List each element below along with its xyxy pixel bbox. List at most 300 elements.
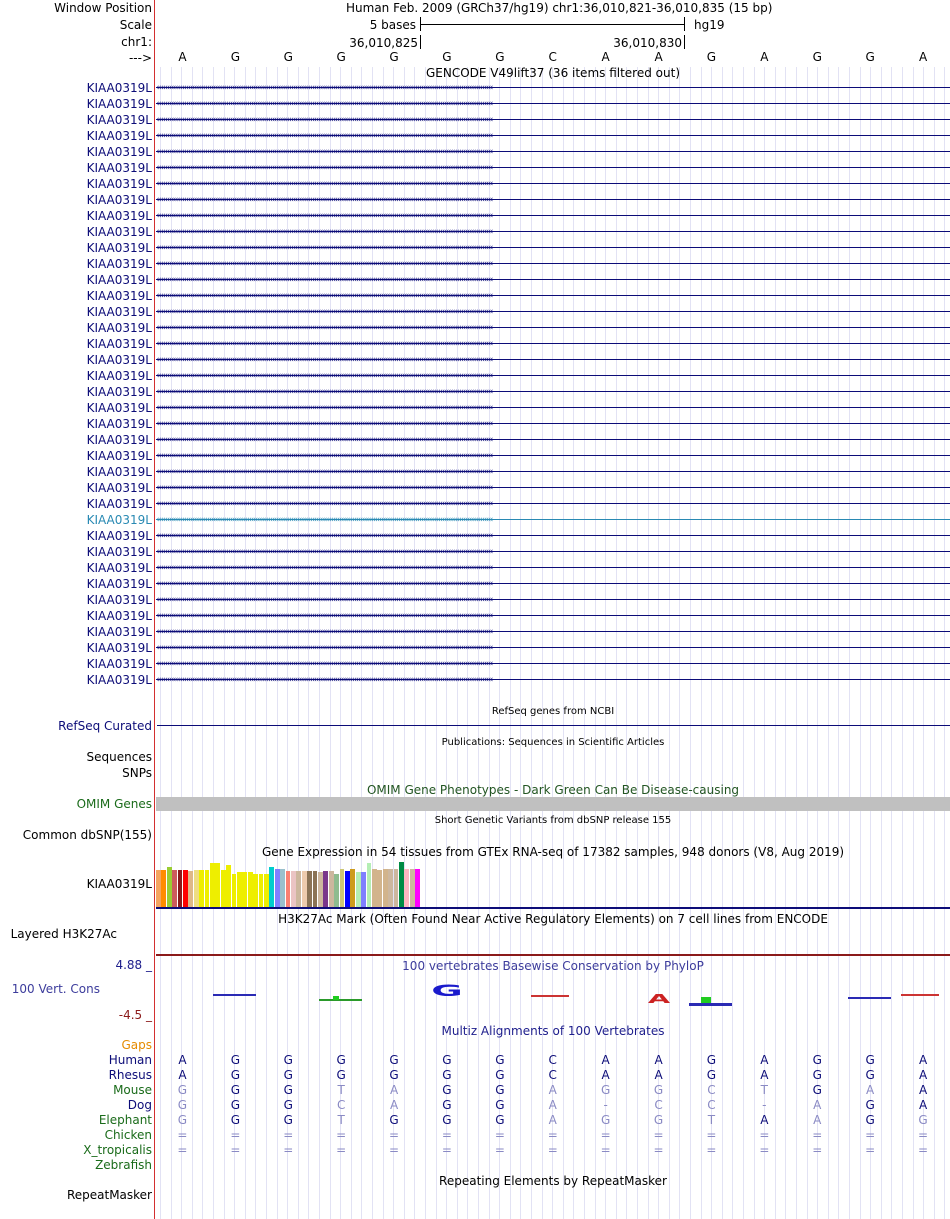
gencode-gene-label[interactable]: KIAA0319L	[86, 241, 152, 255]
strand-arrows-icon: ‹‹‹‹‹‹‹‹‹‹‹‹‹‹‹‹‹‹‹‹‹‹‹‹‹‹‹‹‹‹‹‹‹‹‹‹‹‹‹‹‹‹‹‹‹‹‹‹‹‹‹‹‹‹‹‹‹‹‹‹‹‹‹‹‹‹‹‹‹‹‹‹‹‹‹‹‹‹‹‹‹‹‹‹‹‹‹‹‹‹‹‹‹‹‹‹‹‹‹‹‹‹‹‹‹‹‹‹‹‹‹‹‹‹‹‹‹‹‹‹‹‹‹‹‹‹‹‹‹‹‹‹‹‹‹‹‹‹‹‹‹‹‹‹‹‹‹‹‹‹‹‹‹‹‹‹‹‹‹‹	[156, 531, 492, 541]
refseq-gene-line[interactable]	[157, 725, 950, 726]
gtex-tissue-bar[interactable]	[199, 870, 204, 907]
aligned-base: T	[337, 1083, 345, 1097]
gtex-tissue-bar[interactable]	[178, 870, 183, 907]
gtex-tissue-bar[interactable]	[291, 871, 296, 907]
cons-min-label: -4.5 _	[118, 1008, 152, 1022]
gencode-gene-label[interactable]: KIAA0319L	[86, 337, 152, 351]
sequence-base: A	[918, 50, 928, 64]
aligned-base: =	[389, 1128, 400, 1142]
aligned-base: G	[653, 1113, 664, 1127]
strand-arrows-icon: ‹‹‹‹‹‹‹‹‹‹‹‹‹‹‹‹‹‹‹‹‹‹‹‹‹‹‹‹‹‹‹‹‹‹‹‹‹‹‹‹‹‹‹‹‹‹‹‹‹‹‹‹‹‹‹‹‹‹‹‹‹‹‹‹‹‹‹‹‹‹‹‹‹‹‹‹‹‹‹‹‹‹‹‹‹‹‹‹‹‹‹‹‹‹‹‹‹‹‹‹‹‹‹‹‹‹‹‹‹‹‹‹‹‹‹‹‹‹‹‹‹‹‹‹‹‹‹‹‹‹‹‹‹‹‹‹‹‹‹‹‹‹‹‹‹‹‹‹‹‹‹‹‹‹‹‹‹‹‹‹	[156, 227, 492, 237]
strand-arrows-icon: ‹‹‹‹‹‹‹‹‹‹‹‹‹‹‹‹‹‹‹‹‹‹‹‹‹‹‹‹‹‹‹‹‹‹‹‹‹‹‹‹‹‹‹‹‹‹‹‹‹‹‹‹‹‹‹‹‹‹‹‹‹‹‹‹‹‹‹‹‹‹‹‹‹‹‹‹‹‹‹‹‹‹‹‹‹‹‹‹‹‹‹‹‹‹‹‹‹‹‹‹‹‹‹‹‹‹‹‹‹‹‹‹‹‹‹‹‹‹‹‹‹‹‹‹‹‹‹‹‹‹‹‹‹‹‹‹‹‹‹‹‹‹‹‹‹‹‹‹‹‹‹‹‹‹‹‹‹‹‹‹	[156, 195, 492, 205]
gtex-tissue-bar[interactable]	[183, 870, 188, 907]
gencode-transcript[interactable]	[156, 465, 950, 479]
gencode-transcript[interactable]	[156, 609, 950, 623]
aligned-base: G	[283, 1113, 293, 1127]
aligned-base: G	[177, 1098, 188, 1112]
sequence-base: A	[760, 50, 769, 64]
gtex-tissue-bar[interactable]	[275, 869, 280, 907]
gtex-tissue-bar[interactable]	[307, 871, 312, 907]
species-label[interactable]: Zebrafish	[95, 1158, 152, 1172]
cons-mark	[213, 994, 256, 996]
gencode-transcript[interactable]	[156, 337, 950, 351]
sequence-base: A	[178, 50, 187, 64]
cons-track-title: 100 vertebrates Basewise Conservation by PhyloP	[402, 959, 704, 973]
aligned-base: G	[389, 1068, 399, 1082]
gencode-transcript[interactable]	[156, 593, 950, 607]
h3k27ac-baseline	[156, 954, 950, 956]
gtex-tissue-bar[interactable]	[367, 863, 372, 907]
gencode-gene-label[interactable]: KIAA0319L	[86, 529, 152, 543]
gencode-transcript[interactable]	[156, 369, 950, 383]
gencode-gene-label[interactable]: KIAA0319L	[86, 449, 152, 463]
multiz-track-title: Multiz Alignments of 100 Vertebrates	[441, 1024, 665, 1038]
gtex-tissue-bar[interactable]	[318, 872, 323, 907]
omim-track-title: OMIM Gene Phenotypes - Dark Green Can Be Disease-causing	[366, 783, 740, 797]
scale-bar	[420, 24, 684, 25]
aligned-base: A	[548, 1098, 557, 1112]
gencode-gene-label[interactable]: KIAA0319L	[86, 225, 152, 239]
aligned-base: C	[654, 1098, 663, 1112]
gencode-transcript[interactable]	[156, 513, 950, 527]
aligned-base: G	[283, 1053, 293, 1067]
gtex-tissue-bar[interactable]	[377, 870, 382, 907]
cons-max-label: 4.88 _	[115, 958, 152, 972]
strand-arrows-icon: ‹‹‹‹‹‹‹‹‹‹‹‹‹‹‹‹‹‹‹‹‹‹‹‹‹‹‹‹‹‹‹‹‹‹‹‹‹‹‹‹‹‹‹‹‹‹‹‹‹‹‹‹‹‹‹‹‹‹‹‹‹‹‹‹‹‹‹‹‹‹‹‹‹‹‹‹‹‹‹‹‹‹‹‹‹‹‹‹‹‹‹‹‹‹‹‹‹‹‹‹‹‹‹‹‹‹‹‹‹‹‹‹‹‹‹‹‹‹‹‹‹‹‹‹‹‹‹‹‹‹‹‹‹‹‹‹‹‹‹‹‹‹‹‹‹‹‹‹‹‹‹‹‹‹‹‹‹‹‹‹	[156, 147, 492, 157]
gtex-tissue-bar[interactable]	[210, 863, 215, 907]
gencode-transcript[interactable]	[156, 561, 950, 575]
gtex-tissue-bar[interactable]	[215, 863, 220, 907]
species-label[interactable]: Chicken	[104, 1128, 152, 1142]
gtex-tissue-bar[interactable]	[156, 870, 161, 907]
gencode-gene-label[interactable]: KIAA0319L	[86, 305, 152, 319]
aligned-base: G	[336, 1053, 346, 1067]
cons-mark	[901, 994, 939, 996]
gtex-tissue-bar[interactable]	[399, 862, 404, 907]
gtex-tissue-bar[interactable]	[226, 865, 231, 907]
aligned-base: G	[230, 1083, 240, 1097]
aligned-base: T	[760, 1083, 769, 1097]
aligned-base: G	[600, 1083, 611, 1097]
aligned-base: C	[336, 1098, 346, 1112]
gencode-transcript[interactable]	[156, 321, 950, 335]
strand-arrows-icon: ‹‹‹‹‹‹‹‹‹‹‹‹‹‹‹‹‹‹‹‹‹‹‹‹‹‹‹‹‹‹‹‹‹‹‹‹‹‹‹‹‹‹‹‹‹‹‹‹‹‹‹‹‹‹‹‹‹‹‹‹‹‹‹‹‹‹‹‹‹‹‹‹‹‹‹‹‹‹‹‹‹‹‹‹‹‹‹‹‹‹‹‹‹‹‹‹‹‹‹‹‹‹‹‹‹‹‹‹‹‹‹‹‹‹‹‹‹‹‹‹‹‹‹‹‹‹‹‹‹‹‹‹‹‹‹‹‹‹‹‹‹‹‹‹‹‹‹‹‹‹‹‹‹‹‹‹‹‹‹‹	[156, 563, 492, 573]
strand-arrows-icon: ‹‹‹‹‹‹‹‹‹‹‹‹‹‹‹‹‹‹‹‹‹‹‹‹‹‹‹‹‹‹‹‹‹‹‹‹‹‹‹‹‹‹‹‹‹‹‹‹‹‹‹‹‹‹‹‹‹‹‹‹‹‹‹‹‹‹‹‹‹‹‹‹‹‹‹‹‹‹‹‹‹‹‹‹‹‹‹‹‹‹‹‹‹‹‹‹‹‹‹‹‹‹‹‹‹‹‹‹‹‹‹‹‹‹‹‹‹‹‹‹‹‹‹‹‹‹‹‹‹‹‹‹‹‹‹‹‹‹‹‹‹‹‹‹‹‹‹‹‹‹‹‹‹‹‹‹‹‹‹‹	[156, 339, 492, 349]
chromosome-label: chr1:	[121, 35, 152, 49]
gencode-gene-label[interactable]: KIAA0319L	[86, 353, 152, 367]
gtex-tissue-bar[interactable]	[259, 874, 264, 907]
gencode-gene-label[interactable]: KIAA0319L	[86, 369, 152, 383]
gencode-gene-label[interactable]: KIAA0319L	[86, 161, 152, 175]
strand-arrows-icon: ‹‹‹‹‹‹‹‹‹‹‹‹‹‹‹‹‹‹‹‹‹‹‹‹‹‹‹‹‹‹‹‹‹‹‹‹‹‹‹‹‹‹‹‹‹‹‹‹‹‹‹‹‹‹‹‹‹‹‹‹‹‹‹‹‹‹‹‹‹‹‹‹‹‹‹‹‹‹‹‹‹‹‹‹‹‹‹‹‹‹‹‹‹‹‹‹‹‹‹‹‹‹‹‹‹‹‹‹‹‹‹‹‹‹‹‹‹‹‹‹‹‹‹‹‹‹‹‹‹‹‹‹‹‹‹‹‹‹‹‹‹‹‹‹‹‹‹‹‹‹‹‹‹‹‹‹‹‹‹‹	[156, 403, 492, 413]
sequence-base: G	[865, 50, 875, 64]
coordinate-tick-right	[684, 35, 685, 49]
gencode-gene-label[interactable]: KIAA0319L	[86, 97, 152, 111]
gtex-tissue-bar[interactable]	[237, 872, 242, 907]
strand-arrows-icon: ‹‹‹‹‹‹‹‹‹‹‹‹‹‹‹‹‹‹‹‹‹‹‹‹‹‹‹‹‹‹‹‹‹‹‹‹‹‹‹‹‹‹‹‹‹‹‹‹‹‹‹‹‹‹‹‹‹‹‹‹‹‹‹‹‹‹‹‹‹‹‹‹‹‹‹‹‹‹‹‹‹‹‹‹‹‹‹‹‹‹‹‹‹‹‹‹‹‹‹‹‹‹‹‹‹‹‹‹‹‹‹‹‹‹‹‹‹‹‹‹‹‹‹‹‹‹‹‹‹‹‹‹‹‹‹‹‹‹‹‹‹‹‹‹‹‹‹‹‹‹‹‹‹‹‹‹‹‹‹‹	[156, 323, 492, 333]
gtex-tissue-bar[interactable]	[248, 872, 253, 907]
gencode-transcript[interactable]	[156, 625, 950, 639]
gencode-gene-label[interactable]: KIAA0319L	[86, 481, 152, 495]
cons-logo-letter: A	[647, 992, 670, 1006]
gtex-tissue-bar[interactable]	[404, 869, 409, 907]
gencode-gene-label[interactable]: KIAA0319L	[86, 289, 152, 303]
gencode-transcript[interactable]	[156, 449, 950, 463]
aligned-base: G	[442, 1053, 452, 1067]
gtex-tissue-bar[interactable]	[232, 874, 237, 907]
gtex-tissue-bar[interactable]	[242, 872, 247, 907]
species-label[interactable]: Dog	[127, 1098, 152, 1112]
aligned-base: A	[601, 1053, 610, 1067]
aligned-base: A	[178, 1068, 187, 1082]
gencode-gene-label[interactable]: KIAA0319L	[86, 257, 152, 271]
strand-arrows-icon: ‹‹‹‹‹‹‹‹‹‹‹‹‹‹‹‹‹‹‹‹‹‹‹‹‹‹‹‹‹‹‹‹‹‹‹‹‹‹‹‹‹‹‹‹‹‹‹‹‹‹‹‹‹‹‹‹‹‹‹‹‹‹‹‹‹‹‹‹‹‹‹‹‹‹‹‹‹‹‹‹‹‹‹‹‹‹‹‹‹‹‹‹‹‹‹‹‹‹‹‹‹‹‹‹‹‹‹‹‹‹‹‹‹‹‹‹‹‹‹‹‹‹‹‹‹‹‹‹‹‹‹‹‹‹‹‹‹‹‹‹‹‹‹‹‹‹‹‹‹‹‹‹‹‹‹‹‹‹‹‹	[156, 547, 492, 557]
aligned-base: G	[865, 1098, 875, 1112]
gencode-transcript[interactable]	[156, 545, 950, 559]
aligned-base: G	[865, 1053, 875, 1067]
aligned-base: =	[706, 1128, 717, 1142]
gtex-tissue-bar[interactable]	[329, 871, 334, 907]
cons-mark	[689, 1003, 732, 1006]
sequence-base: A	[654, 50, 663, 64]
gencode-transcript[interactable]	[156, 193, 950, 207]
aligned-base: A	[918, 1068, 928, 1082]
dbsnp-track-label[interactable]: Common dbSNP(155)	[22, 828, 152, 842]
gencode-transcript[interactable]	[156, 657, 950, 671]
aligned-base: G	[283, 1098, 293, 1112]
strand-arrows-icon: ‹‹‹‹‹‹‹‹‹‹‹‹‹‹‹‹‹‹‹‹‹‹‹‹‹‹‹‹‹‹‹‹‹‹‹‹‹‹‹‹‹‹‹‹‹‹‹‹‹‹‹‹‹‹‹‹‹‹‹‹‹‹‹‹‹‹‹‹‹‹‹‹‹‹‹‹‹‹‹‹‹‹‹‹‹‹‹‹‹‹‹‹‹‹‹‹‹‹‹‹‹‹‹‹‹‹‹‹‹‹‹‹‹‹‹‹‹‹‹‹‹‹‹‹‹‹‹‹‹‹‹‹‹‹‹‹‹‹‹‹‹‹‹‹‹‹‹‹‹‹‹‹‹‹‹‹‹‹‹‹	[156, 179, 492, 189]
aligned-base: A	[760, 1068, 769, 1082]
gencode-gene-label[interactable]: KIAA0319L	[86, 513, 152, 527]
aligned-base: G	[230, 1113, 240, 1127]
strand-arrows-icon: ‹‹‹‹‹‹‹‹‹‹‹‹‹‹‹‹‹‹‹‹‹‹‹‹‹‹‹‹‹‹‹‹‹‹‹‹‹‹‹‹‹‹‹‹‹‹‹‹‹‹‹‹‹‹‹‹‹‹‹‹‹‹‹‹‹‹‹‹‹‹‹‹‹‹‹‹‹‹‹‹‹‹‹‹‹‹‹‹‹‹‹‹‹‹‹‹‹‹‹‹‹‹‹‹‹‹‹‹‹‹‹‹‹‹‹‹‹‹‹‹‹‹‹‹‹‹‹‹‹‹‹‹‹‹‹‹‹‹‹‹‹‹‹‹‹‹‹‹‹‹‹‹‹‹‹‹‹‹‹‹	[156, 675, 492, 685]
scale-label: Scale	[119, 18, 152, 32]
multiz-gaps-label[interactable]: Gaps	[121, 1038, 152, 1052]
strand-arrows-icon: ‹‹‹‹‹‹‹‹‹‹‹‹‹‹‹‹‹‹‹‹‹‹‹‹‹‹‹‹‹‹‹‹‹‹‹‹‹‹‹‹‹‹‹‹‹‹‹‹‹‹‹‹‹‹‹‹‹‹‹‹‹‹‹‹‹‹‹‹‹‹‹‹‹‹‹‹‹‹‹‹‹‹‹‹‹‹‹‹‹‹‹‹‹‹‹‹‹‹‹‹‹‹‹‹‹‹‹‹‹‹‹‹‹‹‹‹‹‹‹‹‹‹‹‹‹‹‹‹‹‹‹‹‹‹‹‹‹‹‹‹‹‹‹‹‹‹‹‹‹‹‹‹‹‹‹‹‹‹‹‹	[156, 515, 492, 525]
sequence-base: A	[601, 50, 610, 64]
publications-snps-label[interactable]: SNPs	[122, 766, 152, 780]
gtex-tissue-bar[interactable]	[302, 871, 307, 907]
gencode-transcript[interactable]	[156, 225, 950, 239]
gencode-gene-label[interactable]: KIAA0319L	[86, 417, 152, 431]
gencode-transcript[interactable]	[156, 497, 950, 511]
gencode-transcript[interactable]	[156, 129, 950, 143]
aligned-base: =	[494, 1143, 505, 1157]
gencode-gene-label[interactable]: KIAA0319L	[86, 497, 152, 511]
refseq-track-label[interactable]: RefSeq Curated	[58, 719, 152, 733]
gencode-gene-label[interactable]: KIAA0319L	[86, 209, 152, 223]
h3k27ac-track-title: H3K27Ac Mark (Often Found Near Active Regulatory Elements) on 7 cell lines from ENCODE	[278, 912, 828, 926]
gencode-transcript[interactable]	[156, 145, 950, 159]
gtex-tissue-bar[interactable]	[280, 869, 285, 907]
aligned-base: =	[600, 1128, 611, 1142]
sequence-base: C	[548, 50, 557, 64]
gtex-tissue-bar[interactable]	[383, 869, 388, 907]
gencode-transcript[interactable]	[156, 417, 950, 431]
gtex-tissue-bar[interactable]	[415, 869, 420, 907]
aligned-base: G	[442, 1098, 452, 1112]
aligned-base: =	[759, 1143, 770, 1157]
gencode-transcript[interactable]	[156, 305, 950, 319]
aligned-base: =	[865, 1143, 876, 1157]
aligned-base: G	[177, 1113, 188, 1127]
aligned-base: =	[230, 1128, 241, 1142]
gencode-transcript[interactable]	[156, 433, 950, 447]
gtex-tissue-bar[interactable]	[253, 874, 258, 907]
gtex-tissue-bar[interactable]	[296, 871, 301, 907]
gencode-gene-label[interactable]: KIAA0319L	[86, 129, 152, 143]
gencode-gene-label[interactable]: KIAA0319L	[86, 577, 152, 591]
aligned-base: G	[336, 1068, 346, 1082]
sequence-base: G	[812, 50, 822, 64]
aligned-base: G	[495, 1068, 505, 1082]
gencode-gene-label[interactable]: KIAA0319L	[86, 433, 152, 447]
cons-mark	[333, 996, 339, 1000]
gtex-tissue-bar[interactable]	[269, 867, 274, 907]
aligned-base: A	[813, 1113, 822, 1127]
strand-arrows-icon: ‹‹‹‹‹‹‹‹‹‹‹‹‹‹‹‹‹‹‹‹‹‹‹‹‹‹‹‹‹‹‹‹‹‹‹‹‹‹‹‹‹‹‹‹‹‹‹‹‹‹‹‹‹‹‹‹‹‹‹‹‹‹‹‹‹‹‹‹‹‹‹‹‹‹‹‹‹‹‹‹‹‹‹‹‹‹‹‹‹‹‹‹‹‹‹‹‹‹‹‹‹‹‹‹‹‹‹‹‹‹‹‹‹‹‹‹‹‹‹‹‹‹‹‹‹‹‹‹‹‹‹‹‹‹‹‹‹‹‹‹‹‹‹‹‹‹‹‹‹‹‹‹‹‹‹‹‹‹‹‹	[156, 595, 492, 605]
aligned-base: G	[865, 1068, 875, 1082]
aligned-base: G	[177, 1083, 188, 1097]
aligned-base: G	[230, 1068, 240, 1082]
coordinate-right: 36,010,830	[613, 36, 682, 50]
omim-gene-bar[interactable]	[156, 797, 950, 811]
aligned-base: G	[812, 1068, 822, 1082]
species-label[interactable]: Rhesus	[108, 1068, 152, 1082]
strand-arrows-icon: ‹‹‹‹‹‹‹‹‹‹‹‹‹‹‹‹‹‹‹‹‹‹‹‹‹‹‹‹‹‹‹‹‹‹‹‹‹‹‹‹‹‹‹‹‹‹‹‹‹‹‹‹‹‹‹‹‹‹‹‹‹‹‹‹‹‹‹‹‹‹‹‹‹‹‹‹‹‹‹‹‹‹‹‹‹‹‹‹‹‹‹‹‹‹‹‹‹‹‹‹‹‹‹‹‹‹‹‹‹‹‹‹‹‹‹‹‹‹‹‹‹‹‹‹‹‹‹‹‹‹‹‹‹‹‹‹‹‹‹‹‹‹‹‹‹‹‹‹‹‹‹‹‹‹‹‹‹‹‹‹	[156, 99, 492, 109]
aligned-base: G	[442, 1068, 452, 1082]
gtex-tissue-bar[interactable]	[167, 867, 172, 907]
strand-arrows-icon: ‹‹‹‹‹‹‹‹‹‹‹‹‹‹‹‹‹‹‹‹‹‹‹‹‹‹‹‹‹‹‹‹‹‹‹‹‹‹‹‹‹‹‹‹‹‹‹‹‹‹‹‹‹‹‹‹‹‹‹‹‹‹‹‹‹‹‹‹‹‹‹‹‹‹‹‹‹‹‹‹‹‹‹‹‹‹‹‹‹‹‹‹‹‹‹‹‹‹‹‹‹‹‹‹‹‹‹‹‹‹‹‹‹‹‹‹‹‹‹‹‹‹‹‹‹‹‹‹‹‹‹‹‹‹‹‹‹‹‹‹‹‹‹‹‹‹‹‹‹‹‹‹‹‹‹‹‹‹‹‹	[156, 211, 492, 221]
aligned-base: =	[865, 1128, 876, 1142]
sequence-base: G	[706, 50, 717, 64]
aligned-base: G	[812, 1053, 822, 1067]
gtex-tissue-bar[interactable]	[350, 869, 355, 907]
gencode-transcript[interactable]	[156, 673, 950, 687]
aligned-base: G	[706, 1053, 717, 1067]
aligned-base: T	[707, 1113, 716, 1127]
gtex-tissue-bar[interactable]	[394, 869, 399, 907]
aligned-base: =	[283, 1128, 294, 1142]
gencode-gene-label[interactable]: KIAA0319L	[86, 193, 152, 207]
sequence-base: G	[495, 50, 505, 64]
cons-mark	[531, 995, 569, 997]
aligned-base: G	[495, 1098, 505, 1112]
gencode-transcript[interactable]	[156, 209, 950, 223]
gencode-gene-label[interactable]: KIAA0319L	[86, 593, 152, 607]
gtex-tissue-bar[interactable]	[361, 872, 366, 907]
aligned-base: G	[283, 1083, 293, 1097]
aligned-base: A	[866, 1083, 875, 1097]
strand-arrows-icon: ‹‹‹‹‹‹‹‹‹‹‹‹‹‹‹‹‹‹‹‹‹‹‹‹‹‹‹‹‹‹‹‹‹‹‹‹‹‹‹‹‹‹‹‹‹‹‹‹‹‹‹‹‹‹‹‹‹‹‹‹‹‹‹‹‹‹‹‹‹‹‹‹‹‹‹‹‹‹‹‹‹‹‹‹‹‹‹‹‹‹‹‹‹‹‹‹‹‹‹‹‹‹‹‹‹‹‹‹‹‹‹‹‹‹‹‹‹‹‹‹‹‹‹‹‹‹‹‹‹‹‹‹‹‹‹‹‹‹‹‹‹‹‹‹‹‹‹‹‹‹‹‹‹‹‹‹‹‹‹‹	[156, 659, 492, 669]
gencode-gene-label[interactable]: KIAA0319L	[86, 625, 152, 639]
gtex-tissue-bar[interactable]	[188, 871, 193, 907]
cons-mark	[701, 997, 711, 1003]
gencode-transcript[interactable]	[156, 113, 950, 127]
gtex-tissue-bar[interactable]	[286, 871, 291, 907]
repeatmasker-track-title: Repeating Elements by RepeatMasker	[439, 1174, 667, 1188]
gencode-transcript[interactable]	[156, 529, 950, 543]
strand-arrows-icon: ‹‹‹‹‹‹‹‹‹‹‹‹‹‹‹‹‹‹‹‹‹‹‹‹‹‹‹‹‹‹‹‹‹‹‹‹‹‹‹‹‹‹‹‹‹‹‹‹‹‹‹‹‹‹‹‹‹‹‹‹‹‹‹‹‹‹‹‹‹‹‹‹‹‹‹‹‹‹‹‹‹‹‹‹‹‹‹‹‹‹‹‹‹‹‹‹‹‹‹‹‹‹‹‹‹‹‹‹‹‹‹‹‹‹‹‹‹‹‹‹‹‹‹‹‹‹‹‹‹‹‹‹‹‹‹‹‹‹‹‹‹‹‹‹‹‹‹‹‹‹‹‹‹‹‹‹‹‹‹‹	[156, 467, 492, 477]
gtex-track-label[interactable]: KIAA0319L	[86, 877, 152, 891]
gencode-gene-label[interactable]: KIAA0319L	[86, 321, 152, 335]
gencode-transcript[interactable]	[156, 257, 950, 271]
window-position-label: Window Position	[54, 1, 152, 15]
refseq-track-title: RefSeq genes from NCBI	[491, 706, 615, 717]
repeatmasker-track-label[interactable]: RepeatMasker	[66, 1188, 152, 1202]
aligned-base: G	[230, 1053, 240, 1067]
gtex-track-title: Gene Expression in 54 tissues from GTEx RNA-seq of 17382 samples, 948 donors (V8, Aug 2019)	[261, 845, 845, 859]
aligned-base: G	[706, 1068, 717, 1082]
gtex-tissue-bar[interactable]	[356, 872, 361, 907]
cons-mark	[848, 997, 891, 999]
assembly-name: hg19	[694, 18, 725, 32]
gencode-transcript[interactable]	[156, 97, 950, 111]
gencode-gene-label[interactable]: KIAA0319L	[86, 113, 152, 127]
gtex-tissue-bar[interactable]	[221, 870, 226, 907]
gencode-transcript[interactable]	[156, 161, 950, 175]
gtex-tissue-bar[interactable]	[340, 869, 345, 907]
aligned-base: =	[706, 1143, 717, 1157]
gencode-gene-label[interactable]: KIAA0319L	[86, 673, 152, 687]
aligned-base: G	[495, 1113, 505, 1127]
aligned-base: A	[654, 1068, 663, 1082]
aligned-base: G	[283, 1068, 293, 1082]
cons-track-label[interactable]: 100 Vert. Cons	[11, 982, 100, 996]
aligned-base: =	[653, 1143, 664, 1157]
aligned-base: C	[707, 1098, 716, 1112]
gencode-track-title: GENCODE V49lift37 (36 items filtered out)	[425, 66, 680, 80]
gtex-tissue-bar[interactable]	[410, 869, 415, 907]
gencode-gene-label[interactable]: KIAA0319L	[86, 657, 152, 671]
gtex-baseline	[156, 907, 950, 909]
aligned-base: =	[441, 1143, 452, 1157]
gtex-tissue-bar[interactable]	[313, 871, 318, 907]
aligned-base: =	[653, 1128, 664, 1142]
species-label[interactable]: Human	[108, 1053, 152, 1067]
gencode-gene-label[interactable]: KIAA0319L	[86, 465, 152, 479]
gtex-tissue-bar[interactable]	[161, 870, 166, 907]
strand-arrows-icon: ‹‹‹‹‹‹‹‹‹‹‹‹‹‹‹‹‹‹‹‹‹‹‹‹‹‹‹‹‹‹‹‹‹‹‹‹‹‹‹‹‹‹‹‹‹‹‹‹‹‹‹‹‹‹‹‹‹‹‹‹‹‹‹‹‹‹‹‹‹‹‹‹‹‹‹‹‹‹‹‹‹‹‹‹‹‹‹‹‹‹‹‹‹‹‹‹‹‹‹‹‹‹‹‹‹‹‹‹‹‹‹‹‹‹‹‹‹‹‹‹‹‹‹‹‹‹‹‹‹‹‹‹‹‹‹‹‹‹‹‹‹‹‹‹‹‹‹‹‹‹‹‹‹‹‹‹‹‹‹‹	[156, 611, 492, 621]
species-label[interactable]: Elephant	[98, 1113, 152, 1127]
gencode-gene-label[interactable]: KIAA0319L	[86, 81, 152, 95]
aligned-base: =	[230, 1143, 241, 1157]
strand-arrows-icon: ‹‹‹‹‹‹‹‹‹‹‹‹‹‹‹‹‹‹‹‹‹‹‹‹‹‹‹‹‹‹‹‹‹‹‹‹‹‹‹‹‹‹‹‹‹‹‹‹‹‹‹‹‹‹‹‹‹‹‹‹‹‹‹‹‹‹‹‹‹‹‹‹‹‹‹‹‹‹‹‹‹‹‹‹‹‹‹‹‹‹‹‹‹‹‹‹‹‹‹‹‹‹‹‹‹‹‹‹‹‹‹‹‹‹‹‹‹‹‹‹‹‹‹‹‹‹‹‹‹‹‹‹‹‹‹‹‹‹‹‹‹‹‹‹‹‹‹‹‹‹‹‹‹‹‹‹‹‹‹‹	[156, 483, 492, 493]
strand-arrows-icon: ‹‹‹‹‹‹‹‹‹‹‹‹‹‹‹‹‹‹‹‹‹‹‹‹‹‹‹‹‹‹‹‹‹‹‹‹‹‹‹‹‹‹‹‹‹‹‹‹‹‹‹‹‹‹‹‹‹‹‹‹‹‹‹‹‹‹‹‹‹‹‹‹‹‹‹‹‹‹‹‹‹‹‹‹‹‹‹‹‹‹‹‹‹‹‹‹‹‹‹‹‹‹‹‹‹‹‹‹‹‹‹‹‹‹‹‹‹‹‹‹‹‹‹‹‹‹‹‹‹‹‹‹‹‹‹‹‹‹‹‹‹‹‹‹‹‹‹‹‹‹‹‹‹‹‹‹‹‹‹‹	[156, 115, 492, 125]
aligned-base: T	[337, 1113, 345, 1127]
aligned-base: =	[547, 1143, 558, 1157]
aligned-base: A	[760, 1113, 769, 1127]
aligned-base: -	[762, 1098, 767, 1112]
gencode-gene-label[interactable]: KIAA0319L	[86, 177, 152, 191]
strand-arrows-icon: ‹‹‹‹‹‹‹‹‹‹‹‹‹‹‹‹‹‹‹‹‹‹‹‹‹‹‹‹‹‹‹‹‹‹‹‹‹‹‹‹‹‹‹‹‹‹‹‹‹‹‹‹‹‹‹‹‹‹‹‹‹‹‹‹‹‹‹‹‹‹‹‹‹‹‹‹‹‹‹‹‹‹‹‹‹‹‹‹‹‹‹‹‹‹‹‹‹‹‹‹‹‹‹‹‹‹‹‹‹‹‹‹‹‹‹‹‹‹‹‹‹‹‹‹‹‹‹‹‹‹‹‹‹‹‹‹‹‹‹‹‹‹‹‹‹‹‹‹‹‹‹‹‹‹‹‹‹‹‹‹	[156, 627, 492, 637]
coordinate-tick-left	[420, 35, 421, 49]
omim-track-label[interactable]: OMIM Genes	[76, 797, 152, 811]
gencode-gene-label[interactable]: KIAA0319L	[86, 561, 152, 575]
sequence-base: G	[336, 50, 346, 64]
species-label[interactable]: Mouse	[113, 1083, 152, 1097]
gtex-tissue-bar[interactable]	[323, 871, 328, 907]
gencode-gene-label[interactable]: KIAA0319L	[86, 641, 152, 655]
gencode-gene-label[interactable]: KIAA0319L	[86, 609, 152, 623]
aligned-base: A	[548, 1083, 557, 1097]
strand-arrows-icon: ‹‹‹‹‹‹‹‹‹‹‹‹‹‹‹‹‹‹‹‹‹‹‹‹‹‹‹‹‹‹‹‹‹‹‹‹‹‹‹‹‹‹‹‹‹‹‹‹‹‹‹‹‹‹‹‹‹‹‹‹‹‹‹‹‹‹‹‹‹‹‹‹‹‹‹‹‹‹‹‹‹‹‹‹‹‹‹‹‹‹‹‹‹‹‹‹‹‹‹‹‹‹‹‹‹‹‹‹‹‹‹‹‹‹‹‹‹‹‹‹‹‹‹‹‹‹‹‹‹‹‹‹‹‹‹‹‹‹‹‹‹‹‹‹‹‹‹‹‹‹‹‹‹‹‹‹‹‹‹‹	[156, 275, 492, 285]
gencode-transcript[interactable]	[156, 641, 950, 655]
aligned-base: =	[177, 1128, 188, 1142]
aligned-base: =	[600, 1143, 611, 1157]
strand-arrows-icon: ‹‹‹‹‹‹‹‹‹‹‹‹‹‹‹‹‹‹‹‹‹‹‹‹‹‹‹‹‹‹‹‹‹‹‹‹‹‹‹‹‹‹‹‹‹‹‹‹‹‹‹‹‹‹‹‹‹‹‹‹‹‹‹‹‹‹‹‹‹‹‹‹‹‹‹‹‹‹‹‹‹‹‹‹‹‹‹‹‹‹‹‹‹‹‹‹‹‹‹‹‹‹‹‹‹‹‹‹‹‹‹‹‹‹‹‹‹‹‹‹‹‹‹‹‹‹‹‹‹‹‹‹‹‹‹‹‹‹‹‹‹‹‹‹‹‹‹‹‹‹‹‹‹‹‹‹‹‹‹‹	[156, 259, 492, 269]
publications-sequences-label[interactable]: Sequences	[86, 750, 152, 764]
aligned-base: A	[389, 1083, 399, 1097]
aligned-base: G	[495, 1083, 505, 1097]
gencode-transcript[interactable]	[156, 481, 950, 495]
aligned-base: G	[865, 1113, 875, 1127]
gencode-transcript[interactable]	[156, 241, 950, 255]
gtex-tissue-bar[interactable]	[194, 870, 199, 907]
gencode-transcript[interactable]	[156, 401, 950, 415]
label-separator	[154, 0, 155, 1219]
aligned-base: =	[177, 1143, 188, 1157]
strand-arrows-icon: ‹‹‹‹‹‹‹‹‹‹‹‹‹‹‹‹‹‹‹‹‹‹‹‹‹‹‹‹‹‹‹‹‹‹‹‹‹‹‹‹‹‹‹‹‹‹‹‹‹‹‹‹‹‹‹‹‹‹‹‹‹‹‹‹‹‹‹‹‹‹‹‹‹‹‹‹‹‹‹‹‹‹‹‹‹‹‹‹‹‹‹‹‹‹‹‹‹‹‹‹‹‹‹‹‹‹‹‹‹‹‹‹‹‹‹‹‹‹‹‹‹‹‹‹‹‹‹‹‹‹‹‹‹‹‹‹‹‹‹‹‹‹‹‹‹‹‹‹‹‹‹‹‹‹‹‹‹‹‹‹	[156, 243, 492, 253]
strand-arrows-icon: ‹‹‹‹‹‹‹‹‹‹‹‹‹‹‹‹‹‹‹‹‹‹‹‹‹‹‹‹‹‹‹‹‹‹‹‹‹‹‹‹‹‹‹‹‹‹‹‹‹‹‹‹‹‹‹‹‹‹‹‹‹‹‹‹‹‹‹‹‹‹‹‹‹‹‹‹‹‹‹‹‹‹‹‹‹‹‹‹‹‹‹‹‹‹‹‹‹‹‹‹‹‹‹‹‹‹‹‹‹‹‹‹‹‹‹‹‹‹‹‹‹‹‹‹‹‹‹‹‹‹‹‹‹‹‹‹‹‹‹‹‹‹‹‹‹‹‹‹‹‹‹‹‹‹‹‹‹‹‹‹	[156, 291, 492, 301]
strand-arrows-icon: ‹‹‹‹‹‹‹‹‹‹‹‹‹‹‹‹‹‹‹‹‹‹‹‹‹‹‹‹‹‹‹‹‹‹‹‹‹‹‹‹‹‹‹‹‹‹‹‹‹‹‹‹‹‹‹‹‹‹‹‹‹‹‹‹‹‹‹‹‹‹‹‹‹‹‹‹‹‹‹‹‹‹‹‹‹‹‹‹‹‹‹‹‹‹‹‹‹‹‹‹‹‹‹‹‹‹‹‹‹‹‹‹‹‹‹‹‹‹‹‹‹‹‹‹‹‹‹‹‹‹‹‹‹‹‹‹‹‹‹‹‹‹‹‹‹‹‹‹‹‹‹‹‹‹‹‹‹‹‹‹	[156, 579, 492, 589]
sequence-base: G	[442, 50, 452, 64]
gencode-gene-label[interactable]: KIAA0319L	[86, 145, 152, 159]
strand-arrows-icon: ‹‹‹‹‹‹‹‹‹‹‹‹‹‹‹‹‹‹‹‹‹‹‹‹‹‹‹‹‹‹‹‹‹‹‹‹‹‹‹‹‹‹‹‹‹‹‹‹‹‹‹‹‹‹‹‹‹‹‹‹‹‹‹‹‹‹‹‹‹‹‹‹‹‹‹‹‹‹‹‹‹‹‹‹‹‹‹‹‹‹‹‹‹‹‹‹‹‹‹‹‹‹‹‹‹‹‹‹‹‹‹‹‹‹‹‹‹‹‹‹‹‹‹‹‹‹‹‹‹‹‹‹‹‹‹‹‹‹‹‹‹‹‹‹‹‹‹‹‹‹‹‹‹‹‹‹‹‹‹‹	[156, 355, 492, 365]
gtex-tissue-bar[interactable]	[264, 874, 269, 907]
species-label[interactable]: X_tropicalis	[83, 1143, 152, 1157]
aligned-base: G	[812, 1083, 822, 1097]
scale-bar-right-tick	[684, 17, 685, 31]
gencode-transcript[interactable]	[156, 81, 950, 95]
gencode-transcript[interactable]	[156, 577, 950, 591]
gencode-gene-label[interactable]: KIAA0319L	[86, 401, 152, 415]
gencode-gene-label[interactable]: KIAA0319L	[86, 385, 152, 399]
aligned-base: =	[336, 1143, 347, 1157]
coordinate-left: 36,010,825	[349, 36, 418, 50]
h3k27ac-track-label[interactable]: Layered H3K27Ac	[10, 927, 117, 941]
strand-arrows-icon: ‹‹‹‹‹‹‹‹‹‹‹‹‹‹‹‹‹‹‹‹‹‹‹‹‹‹‹‹‹‹‹‹‹‹‹‹‹‹‹‹‹‹‹‹‹‹‹‹‹‹‹‹‹‹‹‹‹‹‹‹‹‹‹‹‹‹‹‹‹‹‹‹‹‹‹‹‹‹‹‹‹‹‹‹‹‹‹‹‹‹‹‹‹‹‹‹‹‹‹‹‹‹‹‹‹‹‹‹‹‹‹‹‹‹‹‹‹‹‹‹‹‹‹‹‹‹‹‹‹‹‹‹‹‹‹‹‹‹‹‹‹‹‹‹‹‹‹‹‹‹‹‹‹‹‹‹‹‹‹‹	[156, 419, 492, 429]
gencode-transcript[interactable]	[156, 385, 950, 399]
gencode-transcript[interactable]	[156, 289, 950, 303]
aligned-base: C	[548, 1053, 557, 1067]
aligned-base: C	[548, 1068, 557, 1082]
strand-arrows-icon: ‹‹‹‹‹‹‹‹‹‹‹‹‹‹‹‹‹‹‹‹‹‹‹‹‹‹‹‹‹‹‹‹‹‹‹‹‹‹‹‹‹‹‹‹‹‹‹‹‹‹‹‹‹‹‹‹‹‹‹‹‹‹‹‹‹‹‹‹‹‹‹‹‹‹‹‹‹‹‹‹‹‹‹‹‹‹‹‹‹‹‹‹‹‹‹‹‹‹‹‹‹‹‹‹‹‹‹‹‹‹‹‹‹‹‹‹‹‹‹‹‹‹‹‹‹‹‹‹‹‹‹‹‹‹‹‹‹‹‹‹‹‹‹‹‹‹‹‹‹‹‹‹‹‹‹‹‹‹‹‹	[156, 499, 492, 509]
cons-mark	[319, 999, 362, 1001]
gencode-gene-label[interactable]: KIAA0319L	[86, 273, 152, 287]
gtex-tissue-bar[interactable]	[172, 870, 177, 907]
gtex-tissue-bar[interactable]	[388, 869, 393, 907]
gencode-gene-label[interactable]: KIAA0319L	[86, 545, 152, 559]
strand-arrows-icon: ‹‹‹‹‹‹‹‹‹‹‹‹‹‹‹‹‹‹‹‹‹‹‹‹‹‹‹‹‹‹‹‹‹‹‹‹‹‹‹‹‹‹‹‹‹‹‹‹‹‹‹‹‹‹‹‹‹‹‹‹‹‹‹‹‹‹‹‹‹‹‹‹‹‹‹‹‹‹‹‹‹‹‹‹‹‹‹‹‹‹‹‹‹‹‹‹‹‹‹‹‹‹‹‹‹‹‹‹‹‹‹‹‹‹‹‹‹‹‹‹‹‹‹‹‹‹‹‹‹‹‹‹‹‹‹‹‹‹‹‹‹‹‹‹‹‹‹‹‹‹‹‹‹‹‹‹‹‹‹‹	[156, 83, 492, 93]
cons-logo-letter: G	[431, 981, 463, 1000]
aligned-base: A	[178, 1053, 187, 1067]
strand-arrows-icon: ‹‹‹‹‹‹‹‹‹‹‹‹‹‹‹‹‹‹‹‹‹‹‹‹‹‹‹‹‹‹‹‹‹‹‹‹‹‹‹‹‹‹‹‹‹‹‹‹‹‹‹‹‹‹‹‹‹‹‹‹‹‹‹‹‹‹‹‹‹‹‹‹‹‹‹‹‹‹‹‹‹‹‹‹‹‹‹‹‹‹‹‹‹‹‹‹‹‹‹‹‹‹‹‹‹‹‹‹‹‹‹‹‹‹‹‹‹‹‹‹‹‹‹‹‹‹‹‹‹‹‹‹‹‹‹‹‹‹‹‹‹‹‹‹‹‹‹‹‹‹‹‹‹‹‹‹‹‹‹‹	[156, 387, 492, 397]
aligned-base: G	[442, 1083, 452, 1097]
gencode-transcript[interactable]	[156, 353, 950, 367]
gencode-transcript[interactable]	[156, 273, 950, 287]
aligned-base: C	[707, 1083, 716, 1097]
gencode-transcript[interactable]	[156, 177, 950, 191]
gtex-tissue-bar[interactable]	[372, 869, 377, 907]
aligned-base: =	[441, 1128, 452, 1142]
gtex-tissue-bar[interactable]	[345, 871, 350, 907]
gtex-expression-bars[interactable]	[156, 860, 556, 907]
gtex-tissue-bar[interactable]	[334, 874, 339, 907]
aligned-base: =	[283, 1143, 294, 1157]
gtex-tissue-bar[interactable]	[205, 870, 210, 907]
